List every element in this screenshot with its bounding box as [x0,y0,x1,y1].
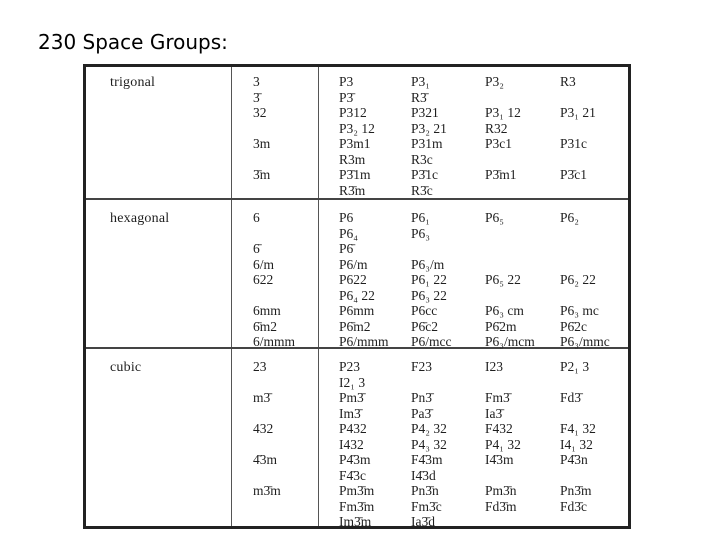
space-group-symbol: P432 [339,421,367,436]
space-group-symbol: P3 [339,74,354,89]
space-group-symbol: P3₁ 12 [485,105,521,120]
space-group-symbol: R3̄c [411,182,433,198]
space-group-symbol: P312 [339,105,367,120]
space-group-symbol: I23 [485,359,503,374]
space-group-symbol: P3₂ [485,74,504,89]
space-group-symbol: P23 [339,359,361,374]
space-group-symbol: P622 [339,272,367,287]
point-group-symbol: 6̄m2 [253,318,278,334]
space-group-symbol: P3̄1m [339,167,371,182]
point-group-symbol: 32 [253,105,267,120]
space-group-symbol: R3̄ [411,89,427,105]
space-group-symbol: P6₃/mmc [560,334,610,349]
space-group-symbol: I2₁ 3 [339,374,366,390]
space-group-symbol: Pm3̄n [485,483,517,498]
space-group-symbol: P6 [339,210,354,225]
space-group-symbol: P6₃ [411,225,430,241]
space-group-symbol: P6₄ [339,225,358,241]
space-group-symbol: R3m [339,151,366,167]
space-group-symbol: P3̄m1 [485,167,517,182]
space-group-symbol: P3m1 [339,136,371,151]
space-group-symbol: R3c [411,151,433,167]
space-group-symbol: Pm3̄ [339,390,364,405]
space-group-symbol: P6/m [339,256,368,272]
space-group-symbol: P3̄1c [411,167,438,182]
space-group-symbol: Fm3̄c [411,498,442,514]
space-group-symbol: R3̄m [339,182,366,198]
point-group-symbol: m3̄m [253,483,281,498]
space-group-symbol: Fm3̄ [485,390,510,405]
space-group-symbol: P3̄c1 [560,167,587,182]
space-group-symbol: Pn3̄n [411,483,439,498]
space-group-symbol: P6̄2c [560,318,587,334]
space-group-symbol: P6₄ 22 [339,287,375,303]
space-group-symbol: P6/mmm [339,334,389,349]
point-group-symbol: 6 [253,210,260,225]
point-group-symbol: 6mm [253,303,281,318]
space-group-symbol: P4₂ 32 [411,421,447,436]
point-group-symbol: m3̄ [253,390,271,405]
space-group-symbol: P6₅ 22 [485,272,521,287]
space-group-symbol: Ia3̄ [485,405,503,421]
space-group-symbol: Ia3̄d [411,514,435,529]
space-group-symbol: F432 [485,421,513,436]
system-name: cubic [110,360,142,375]
space-group-symbol: I4₁ 32 [560,436,593,452]
space-group-symbol: P3̄ [339,89,354,105]
system-name: trigonal [110,75,156,90]
space-group-symbol: P6mm [339,303,375,318]
space-group-symbol: P6₅ [485,210,504,225]
space-group-symbol: Pn3̄ [411,390,433,405]
space-group-symbol: P6₁ 22 [411,272,447,287]
point-group-symbol: 6̄ [253,241,260,256]
row-divider-hexagonal [86,198,628,200]
space-group-symbol: Pn3̄m [560,483,592,498]
space-group-symbol: P6̄m2 [339,318,371,334]
space-group-symbol: P3₁ [411,74,430,89]
space-group-symbol: R3 [560,74,576,89]
space-group-symbol: P6̄2m [485,318,517,334]
point-group-symbol: 3̄m [253,167,271,182]
point-group-symbol: 23 [253,359,267,374]
space-group-symbol: P6₃/mcm [485,334,535,349]
space-group-table [83,64,631,529]
space-group-symbol: Fd3̄m [485,498,517,514]
page-title: 230 Space Groups: [38,30,228,54]
space-group-symbol: P4̄3m [339,452,371,467]
point-group-symbol: 4̄3m [253,452,278,467]
space-group-symbol: P6₃/m [411,256,445,272]
point-group-symbol: 3m [253,136,271,151]
point-group-symbol: 622 [253,272,274,287]
space-group-symbol: Fd3̄ [560,390,582,405]
space-group-symbol: P6₂ [560,210,579,225]
space-group-symbol: P6/mcc [411,334,452,349]
space-group-symbol: P6cc [411,303,438,318]
point-group-symbol: 6/m [253,256,275,272]
space-group-symbol: P31m [411,136,443,151]
space-group-symbol: P6₃ cm [485,303,524,318]
space-group-symbol: R32 [485,120,508,136]
column-divider-system [231,67,232,526]
space-group-symbol: F23 [411,359,433,374]
column-divider-point-group [318,67,319,526]
space-group-symbol: P6̄c2 [411,318,438,334]
system-name: hexagonal [110,211,170,226]
space-group-symbol: F4̄3m [411,452,443,467]
space-group-symbol: P6̄ [339,241,354,256]
space-group-symbol: P3c1 [485,136,512,151]
space-group-symbol: I4̄3m [485,452,514,467]
space-group-symbol: P3₁ 21 [560,105,596,120]
space-group-symbol: I432 [339,436,364,452]
space-group-symbol: P3₂ 21 [411,120,447,136]
point-group-symbol: 432 [253,421,274,436]
space-group-symbol: P321 [411,105,439,120]
space-group-symbol: P31c [560,136,587,151]
space-group-symbol: Pa3̄ [411,405,432,421]
point-group-symbol: 3 [253,74,260,89]
space-group-symbol: F4₁ 32 [560,421,596,436]
space-group-symbol: Pm3̄m [339,483,375,498]
space-group-symbol: P6₃ mc [560,303,599,318]
space-group-symbol: P2₁ 3 [560,359,590,374]
point-group-symbol: 6/mmm [253,334,296,349]
space-group-symbol: I4̄3d [411,467,436,483]
space-group-symbol: Fm3̄m [339,498,375,514]
space-group-symbol: P6₃ 22 [411,287,447,303]
space-group-symbol: P3₂ 12 [339,120,375,136]
space-group-symbol: P4₃ 32 [411,436,447,452]
space-group-symbol: Im3̄m [339,514,372,529]
point-group-symbol: 3̄ [253,89,260,105]
space-group-symbol: P4̄3n [560,452,588,467]
space-group-symbol: P4₁ 32 [485,436,521,452]
space-group-symbol: P6₁ [411,210,430,225]
space-group-symbol: Im3̄ [339,405,361,421]
space-group-symbol: Fd3̄c [560,498,587,514]
space-group-symbol: F4̄3c [339,467,366,483]
space-group-symbol: P6₂ 22 [560,272,596,287]
